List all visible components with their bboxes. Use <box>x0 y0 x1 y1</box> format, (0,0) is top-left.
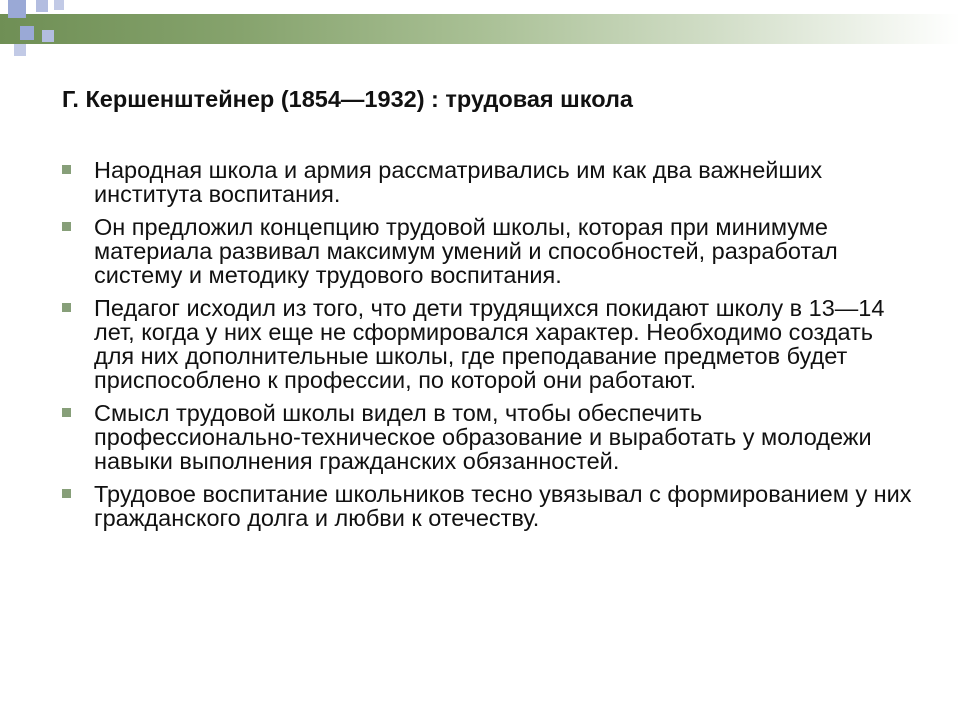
bullet-item <box>62 482 912 530</box>
bullet-text: Народная школа и армия рассматривались им как два важнейших института воспитания. <box>94 157 823 207</box>
deco-square <box>8 0 26 18</box>
bullet-item <box>62 215 912 287</box>
square-bullet-icon <box>62 489 71 498</box>
deco-square <box>54 0 64 10</box>
deco-square <box>36 0 48 12</box>
header-banner <box>0 14 960 44</box>
deco-square <box>42 30 54 42</box>
slide-title: Г. Кершенштейнер (1854—1932) : трудовая школа <box>62 86 633 112</box>
bullet-text: Трудовое воспитание школьников тесно увязывал с формированием у них гражданского долга и любви к отечеству. <box>94 481 912 531</box>
corner-decoration <box>0 0 80 60</box>
deco-square <box>20 26 34 40</box>
square-bullet-icon <box>62 408 71 417</box>
bullet-text: Он предложил концепцию трудовой школы, которая при минимуме материала развивал максимум умений и способностей, разработал систему и методику трудового воспитания. <box>94 214 838 288</box>
bullet-list <box>62 158 912 539</box>
bullet-item <box>62 296 912 392</box>
square-bullet-icon <box>62 222 71 231</box>
bullet-text: Педагог исходил из того, что дети трудящихся покидают школу в 13—14 лет, когда у них еще не сформировался характер. Необходимо создать для них дополнительные школы, где преподавание предметов будет приспособлено к профессии, по которой они работают. <box>94 295 885 393</box>
bullet-item <box>62 158 912 206</box>
square-bullet-icon <box>62 303 71 312</box>
bullet-item <box>62 401 912 473</box>
deco-square <box>14 44 26 56</box>
square-bullet-icon <box>62 165 71 174</box>
bullet-text: Смысл трудовой школы видел в том, чтобы обеспечить профессионально-техническое образование и выработать у молодежи навыки выполнения гражданских обязанностей. <box>94 400 872 474</box>
